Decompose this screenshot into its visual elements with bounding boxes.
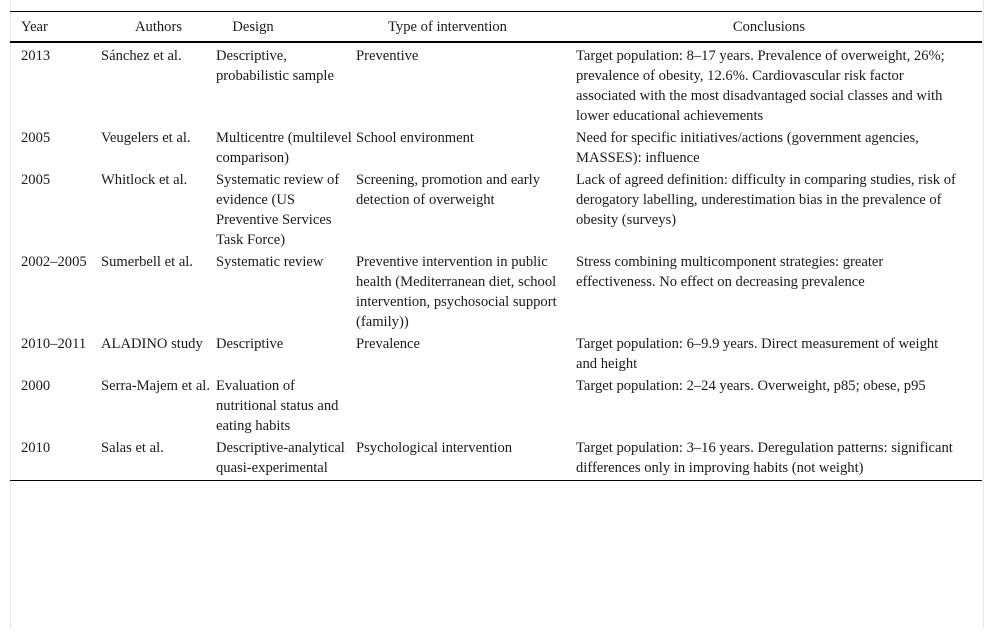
cell-conclusions: Target population: 3–16 years. Deregulation patterns: significant differences only in improving habits (not weight)	[576, 440, 953, 476]
header-authors: Authors	[134, 18, 183, 35]
table-row	[10, 437, 982, 481]
table-row	[10, 333, 982, 375]
cell-authors: Whitlock et al.	[101, 172, 188, 188]
cell-conclusions: Lack of agreed definition: difficulty in comparing studies, risk of derogatory labelling, underestimation bias in the prevalence of obesity (surveys)	[576, 172, 956, 228]
cell-authors: Serra-Majem et al.	[101, 378, 210, 394]
studies-table	[10, 11, 982, 481]
cell-design: Descriptive, probabilistic sample	[216, 48, 334, 84]
cell-authors: Sumerbell et al.	[101, 254, 193, 270]
cell-year: 2005	[21, 172, 51, 188]
table-row	[10, 169, 982, 251]
cell-conclusions: Target population: 6–9.9 years. Direct measurement of weight and height	[576, 336, 939, 372]
cell-conclusions: Target population: 2–24 years. Overweight, p85; obese, p95	[576, 378, 926, 394]
cell-design: Multicentre (multilevel comparison)	[216, 130, 352, 166]
cell-authors: ALADINO study	[101, 336, 203, 352]
table-row	[10, 127, 982, 169]
cell-design: Descriptive	[216, 336, 284, 352]
cell-year: 2002–2005	[21, 254, 87, 270]
table-row	[10, 375, 982, 437]
cell-type: School environment	[356, 130, 474, 146]
cell-year: 2010–2011	[21, 336, 87, 352]
header-conclusions: Conclusions	[732, 18, 806, 35]
table-header	[10, 12, 982, 43]
header-row	[10, 12, 982, 43]
cell-design: Systematic review	[216, 254, 324, 270]
header-design: Design	[232, 18, 274, 35]
header-type: Type of intervention	[388, 18, 507, 35]
cell-type: Preventive	[356, 48, 419, 64]
cell-conclusions: Need for specific initiatives/actions (government agencies, MASSES): influence	[576, 130, 919, 166]
cell-type: Preventive intervention in public health (Mediterranean diet, school intervention, psychosocial support (family))	[356, 254, 557, 330]
cell-year: 2005	[21, 130, 51, 146]
cell-conclusions: Target population: 8–17 years. Prevalence of overweight, 26%; prevalence of obesity, 12.6%. Cardiovascular risk factor associated with the most disadvantaged social classes and with lower educational achievements	[576, 48, 945, 124]
cell-type	[356, 375, 576, 437]
cell-authors: Salas et al.	[101, 440, 164, 456]
cell-design: Descriptive-analytical quasi-experimental	[216, 440, 345, 476]
cell-year: 2000	[21, 378, 51, 394]
table-row	[10, 251, 982, 333]
header-year: Year	[21, 18, 48, 35]
cell-authors: Sánchez et al.	[101, 48, 182, 64]
cell-type: Screening, promotion and early detection of overweight	[356, 172, 540, 208]
cell-type: Psychological intervention	[356, 440, 513, 456]
table-row	[10, 42, 982, 127]
cell-year: 2013	[21, 48, 51, 64]
cell-design: Systematic review of evidence (US Preventive Services Task Force)	[216, 172, 340, 248]
cell-type: Prevalence	[356, 336, 421, 352]
table-body	[10, 42, 982, 481]
cell-design: Evaluation of nutritional status and eating habits	[216, 378, 339, 434]
cell-year: 2010	[21, 440, 51, 456]
cell-conclusions: Stress combining multicomponent strategies: greater effectiveness. No effect on decreasing prevalence	[576, 254, 884, 290]
cell-authors: Veugelers et al.	[101, 130, 191, 146]
